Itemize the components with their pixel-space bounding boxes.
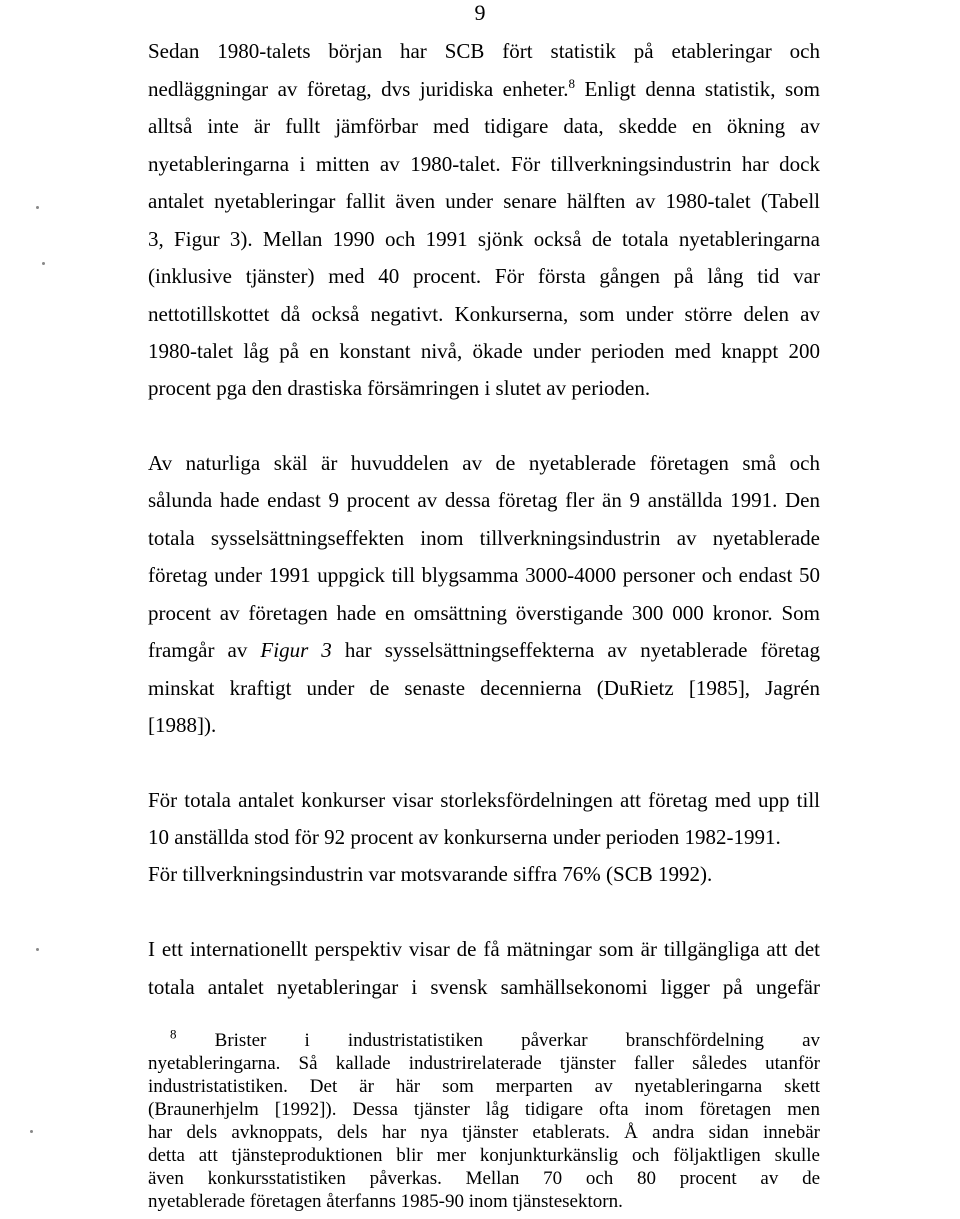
footnote-reference: 8 <box>568 76 576 91</box>
paragraph-line: sålunda hade endast 9 procent av dessa företag fler än 9 anställda 1991. Den <box>148 488 820 512</box>
scan-speck <box>30 1130 33 1133</box>
footnote-line: detta att tjänsteproduktionen blir mer konjunkturkänslig och följaktligen skulle <box>148 1145 820 1166</box>
scan-speck <box>42 262 45 265</box>
paragraph-line: nyetableringarna i mitten av 1980-talet. För tillverkningsindustrin har dock <box>148 152 820 176</box>
footnote-line: (Braunerhjelm [1992]). Dessa tjänster låg tidigare ofta inom företagen men <box>148 1099 820 1120</box>
paragraph-line: (inklusive tjänster) med 40 procent. För första gången på lång tid var <box>148 264 820 288</box>
paragraph-line: För totala antalet konkurser visar storleksfördelningen att företag med upp till <box>148 788 820 812</box>
paragraph-line: procent av företagen hade en omsättning överstigande 300 000 kronor. Som <box>148 601 820 625</box>
footnote-line: nyetablerade företagen återfanns 1985-90 inom tjänstesektorn. <box>148 1191 623 1212</box>
paragraph-line: totala antalet nyetableringar i svensk samhällsekonomi ligger på ungefär <box>148 975 820 999</box>
paragraph-line: 1980-talet låg på en konstant nivå, ökade under perioden med knappt 200 <box>148 339 820 363</box>
footnote-line: nyetableringarna. Så kallade industrirelaterade tjänster faller således utanför <box>148 1053 820 1074</box>
paragraph-line: 3, Figur 3). Mellan 1990 och 1991 sjönk också de totala nyetableringarna <box>148 227 820 251</box>
paragraph-line: I ett internationellt perspektiv visar de få mätningar som är tillgängliga att det <box>148 937 820 961</box>
paragraph-line: företag under 1991 uppgick till blygsamma 3000-4000 personer och endast 50 <box>148 563 820 587</box>
paragraph-line-text: Enligt denna statistik, som <box>575 77 820 101</box>
paragraph-line-text: framgår av <box>148 638 248 662</box>
paragraph-line: Av naturliga skäl är huvuddelen av de nyetablerade företagen små och <box>148 451 820 475</box>
footnote-line: även konkursstatistiken påverkas. Mellan 70 och 80 procent av de <box>148 1168 820 1189</box>
footnote-line: industristatistiken. Det är här som merparten av nyetableringarna skett <box>148 1076 820 1097</box>
footnote-line: har dels avknoppats, dels har nya tjänster etablerats. Å andra sidan innebär <box>148 1122 820 1143</box>
paragraph-line: [1988]). <box>148 713 217 737</box>
paragraph-line: Sedan 1980-talets början har SCB fört statistik på etableringar och <box>148 39 820 63</box>
figure-reference: Figur 3 <box>260 638 332 662</box>
footnote-line-text: Brister i industristatistiken påverkar branschfördelning av <box>214 1030 821 1051</box>
footnote-line <box>170 1026 821 1052</box>
paragraph-line <box>148 76 820 102</box>
page-number: 9 <box>474 0 486 25</box>
paragraph-line: nettotillskottet då också negativt. Konkurserna, som under större delen av <box>148 302 820 326</box>
scan-speck <box>36 948 39 951</box>
paragraph-line-text: har sysselsättningseffekterna av nyetablerade företag <box>331 638 820 662</box>
paragraph-line: totala sysselsättningseffekten inom tillverkningsindustrin av nyetablerade <box>148 526 820 550</box>
paragraph-line: alltså inte är fullt jämförbar med tidigare data, skedde en ökning av <box>148 114 820 138</box>
footnote-mark: 8 <box>170 1026 177 1042</box>
paragraph-line <box>148 637 820 663</box>
paragraph-line: För tillverkningsindustrin var motsvarande siffra 76% (SCB 1992). <box>148 862 713 886</box>
scan-speck <box>36 206 39 209</box>
paragraph-line-text: nedläggningar av företag, dvs juridiska enheter. <box>148 77 569 101</box>
paragraph-line: antalet nyetableringar fallit även under senare hälften av 1980-talet (Tabell <box>148 189 820 213</box>
paragraph-line: procent pga den drastiska försämringen i slutet av perioden. <box>148 376 651 400</box>
paragraph-line: minskat kraftigt under de senaste decennierna (DuRietz [1985], Jagrén <box>148 676 820 700</box>
paragraph-line: 10 anställda stod för 92 procent av konkurserna under perioden 1982-1991. <box>148 825 781 849</box>
